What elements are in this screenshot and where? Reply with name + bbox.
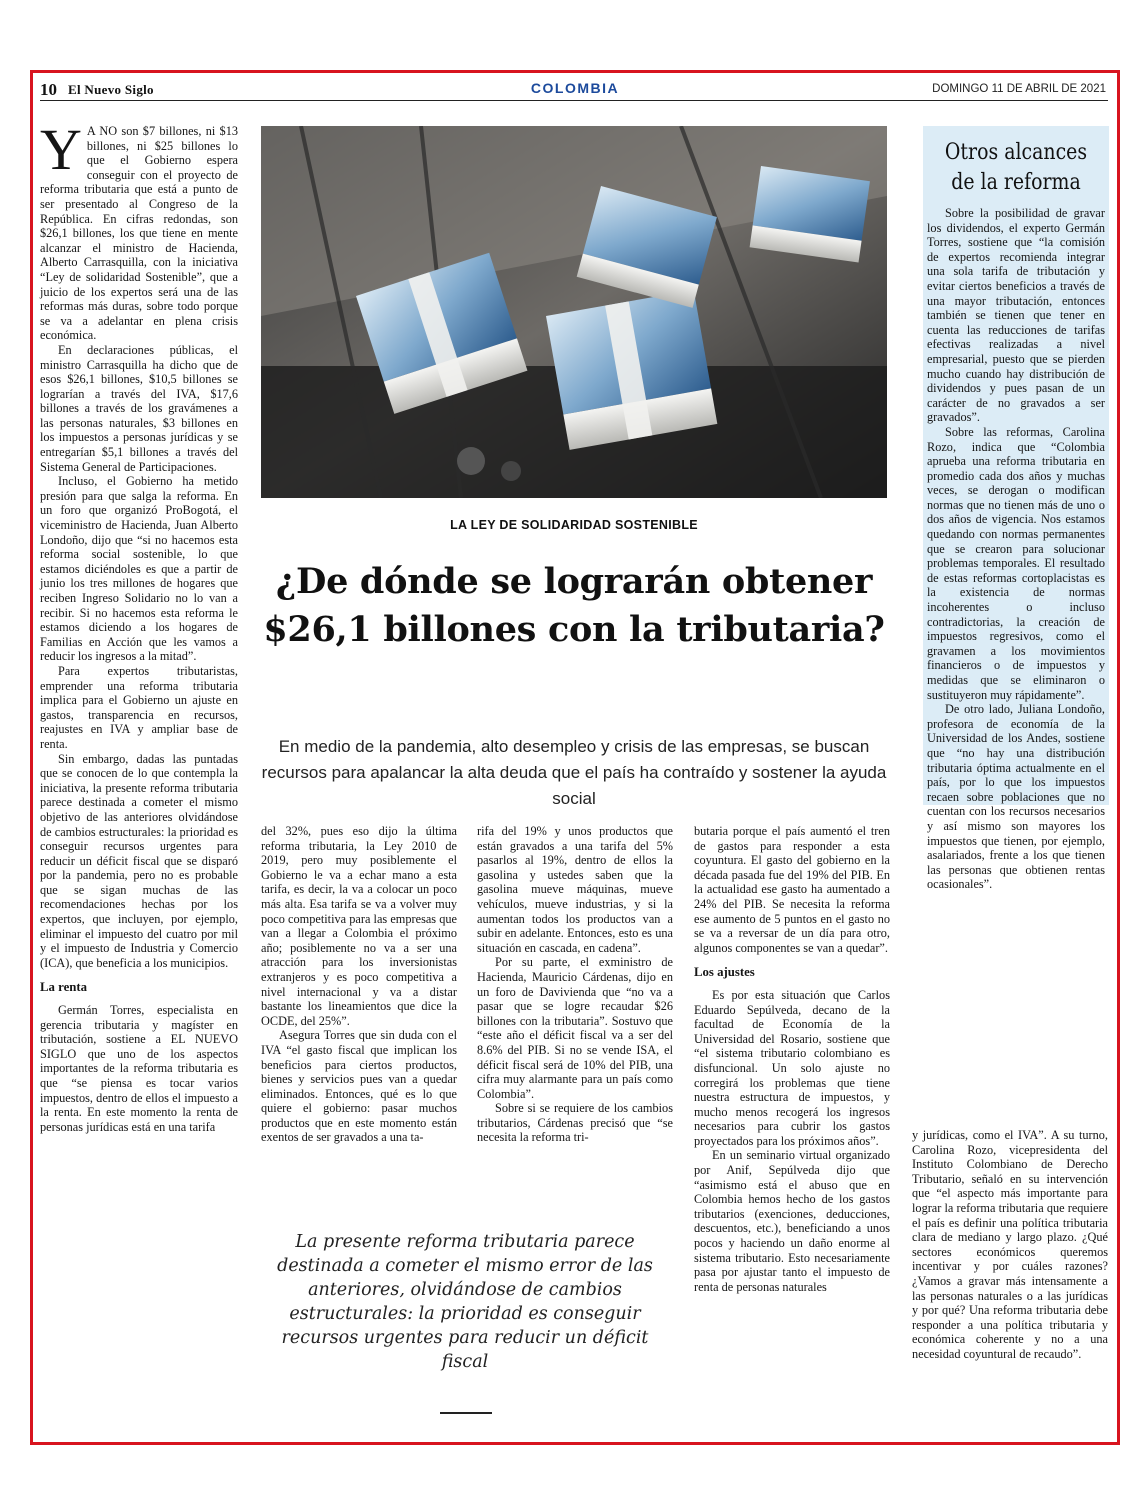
paragraph: Germán Torres, especialista en gerencia tributaria y magíster en tributación, sostiene a EL NUEVO SIGLO que uno de los aspectos importantes de la reforma tributaria es que “se piensa es tocar varios impuestos, dentro de ellos el impuesto a la renta. En este momento la renta de personas jurídicas está en una tarifa: [40, 1003, 238, 1134]
article-subheadline: En medio de la pandemia, alto desempleo y crisis de las empresas, se buscan recursos para apalancar la alta deuda que el país ha contraído y sostener la ayuda social: [261, 737, 887, 808]
article-column-5: [912, 1128, 1108, 1362]
page-number: 10: [40, 80, 57, 99]
section-title: COLOMBIA: [530, 80, 620, 96]
issue-date: DOMINGO 11 DE ABRIL DE 2021: [932, 83, 1106, 95]
sidebar-box: [923, 126, 1109, 892]
sidebar-title: Otros alcances de la reforma: [944, 140, 1088, 195]
paragraph: Incluso, el Gobierno ha metido presión para que salga la reforma. En un foro que organizó ProBogotá, el viceministro de Hacienda, Juan Alberto Londoño, dijo que “si no hacemos esta reforma social sostenible, lo que estamos diciéndoles es que a partir de junio los tres millones de hogares que reciben Ingreso Solidario no lo van a recibir. Si no hacemos esta reforma le estamos diciendo a los hogares de Familias en Acción que les vamos a reducir los ingresos a la mitad”.: [40, 474, 238, 664]
article-kicker: LA LEY DE SOLIDARIDAD SOSTENIBLE: [450, 518, 698, 532]
pull-quote-rule: [440, 1412, 492, 1414]
lead-text: A NO son $7 billones, ni $13 billones, ni $25 billones lo que el Gobierno espera conseguir con el proyecto de reforma tributaria que está a punto de ser presentado al Congreso de la República. En cifras redondas, son $26,1 billones, los que tiene en mente alcanzar el ministro de Hacienda, Alberto Carrasquilla, con la iniciativa “Ley de solidaridad Sostenible”, que a juicio de los expertos será una de las reformas más duras, sobre todo porque se va a adelantar en plena crisis económica.: [40, 124, 238, 343]
photo-illustration: [261, 126, 887, 498]
paragraph: Es por esta situación que Carlos Eduardo Sepúlveda, decano de la facultad de Economía de la Universidad del Rosario, sostiene que “el sistema tributario colombiano es disfuncional. Un solo ajuste no corregirá los problemas que tiene nuestra estructura de impuestos, y mucho menos recogerá los ingresos necesarios para cubrir los gastos proyectados para los próximos años”.: [694, 987, 890, 1148]
paragraph: rifa del 19% y unos productos que están gravados a una tarifa del 5% pasarlos al 19%, dentro de ellos la gasolina y ustedes saben que la gasolina mueve máquinas, mueve vehículos, mueve industrias, y si la aumentan todos los productos van a subir en adelante. Entonces, esto es una situación en cascada, en cadena”.: [477, 824, 673, 955]
paragraph: Por su parte, el exministro de Hacienda, Mauricio Cárdenas, dijo en un foro de Davivienda que “no va a pasar que se logre recaudar $26 billones con la tributaria”. Sostuvo que “este año el déficit fiscal va a ser del 8.6% del PIB. Si no se vende ISA, el déficit fiscal será de 10% del PIB, una cifra muy alarmante para un país como Colombia”.: [477, 955, 673, 1101]
paragraph: y jurídicas, como el IVA”. A su turno, Carolina Rozo, vicepresidenta del Instituto Colombiano de Derecho Tributario, señaló en su intervención que “el aspecto más importante para lograr la reforma tributaria que requiere el país es definir una política tributaria clara de mediano y largo plazo. ¿Qué sectores económicos queremos incentivar y por cuáles razones? ¿Vamos a gravar más intensamente a las personas naturales o a las jurídicas y por qué? Una reforma tributaria debe responder a una política tributaria y económica coherente y no a una necesidad coyuntural de recaudo”.: [912, 1128, 1108, 1361]
subheading-los-ajustes: Los ajustes: [694, 965, 755, 980]
money-bundles-photo: [261, 126, 887, 498]
masthead: El Nuevo Siglo: [68, 82, 154, 97]
article-column-1: [40, 117, 238, 1134]
article-column-3: [477, 824, 673, 1145]
sidebar-text: [927, 206, 1105, 892]
paragraph: Para expertos tributaristas, emprender una reforma tributaria implica para el Gobierno un ajuste en gastos, transparencia en recursos, reajustes en IVA y ampliar base de renta.: [40, 663, 238, 751]
paragraph: Asegura Torres que sin duda con el IVA “el gasto fiscal que implican los beneficios para ciertos productos, bienes y servicios pues van a quedar eliminados. Entonces, qué es lo que quiere el gobierno: pasar muchos productos que en este momento están exentos de ser gravados a una ta-: [261, 1028, 457, 1145]
paragraph: butaria porque el país aumentó el tren de gastos para responder a esta coyuntura. El gasto del gobierno en la década pasada fue del 19% del PIB. En la actualidad ese gasto ha aumentado a 24% del PIB. Se necesita la reforma ese aumento de 5 puntos en el gasto no se va a reversar de un día para otro, algunos componentes se van a quedar”.: [694, 824, 890, 955]
paragraph: Sobre la posibilidad de gravar los dividendos, el experto Germán Torres, sostiene que “la comisión de expertos recomienda integrar una sola tarifa de tributación y evitar ciertos beneficios a través de una mayor tributación, entonces también se tienen que tener en cuenta las reducciones de tarifas efectivas realizadas a nivel empresarial, puesto que se pierden mucho cuando hay distribución de dividendos y pues pasan de un carácter de no gravados a ser gravados”.: [927, 206, 1105, 425]
paragraph: En declaraciones públicas, el ministro Carrasquilla ha dicho que de esos $26,1 billones, $10,5 billones se lograrían a través del IVA, $17,6 billones a través de los gravámenes a las personas naturales, $3 billones en los impuestos a personas jurídicas y se entregarían $5,1 billones a través del Sistema General de Participaciones.: [40, 342, 238, 474]
subheading-la-renta: La renta: [40, 980, 88, 995]
pull-quote: La presente reforma tributaria parece destinada a cometer el mismo error de las anteriores, olvidándose de cambios estructurales: la prioridad es conseguir recursos urgentes para reducir un déficit fiscal: [277, 1232, 653, 1372]
drop-cap: Y: [40, 117, 82, 182]
paragraph: Sobre si se requiere de los cambios tributarios, Cárdenas precisó que “se necesita la reforma tri-: [477, 1101, 673, 1145]
article-headline: ¿De dónde se lograrán obtener $26,1 billones con la tributaria?: [263, 561, 885, 650]
lead-paragraph: [40, 117, 238, 343]
paragraph: De otro lado, Juliana Londoño, profesora de economía de la Universidad de los Andes, sostiene que “no hay una distribución tributaria óptima actualmente en el país, por lo que los impuestos recaen sobre poblaciones que no cuentan con los recursos necesarios y así mismo son mayores los impuestos que tienen, por ejemplo, asalariados, frente a los que tienen las personas que obtienen rentas ocasionales”.: [927, 702, 1105, 892]
article-column-4: [694, 824, 890, 1294]
article-column-2: [261, 824, 457, 1145]
paragraph: del 32%, pues eso dijo la última reforma tributaria, la Ley 2010 de 2019, pero muy posiblemente el Gobierno le va a echar mano a esta tarifa, es decir, la va a colocar un poco más alta. Esa tarifa se va a volver muy poco competitiva para las empresas que van a llegar a Colombia el próximo año; posiblemente no va a ser una atracción para los inversionistas extranjeros y es poco competitiva a nivel internacional y va a distar bastante los lineamientos que dice la OCDE, del 25%”.: [261, 824, 457, 1028]
paragraph: Sobre las reformas, Carolina Rozo, indica que “Colombia aprueba una reforma tributaria en promedio cada dos años y muchas veces, se derogan o modifican normas que no tienen más de uno o dos años de vigencia. Nos estamos quedando con normas permanentes que se crearon para solucionar problemas temporales. El resultado de estas reformas cortoplacistas es la existencia de normas incoherentes o incluso contradictorias, la creación de impuestos regresivos, como el gravamen a los movimientos financieros o de impuestos y medidas que se eliminaron o sustituyeron muy rápidamente”.: [927, 424, 1105, 702]
paragraph: Sin embargo, dadas las puntadas que se conocen de lo que contempla la iniciativa, la presente reforma tributaria parece destinada a cometer el mismo objetivo de las anteriores olvidándose de cambios estructurales: la prioridad es conseguir recursos urgentes para reducir un déficit fiscal que se disparó por la pandemia, pero no es probable que se sigan muchas de las recomendaciones hechas por los expertos, que incluyen, por ejemplo, eliminar el impuesto del cuatro por mil y el impuesto de Industria y Comercio (ICA), que beneficia a los municipios.: [40, 751, 238, 970]
header-rule: [40, 100, 1108, 101]
paragraph: En un seminario virtual organizado por Anif, Sepúlveda dijo que “asimismo está el abuso que en Colombia hemos hecho de los gastos tributarios (exenciones, deducciones, descuentos, etc.), beneficiando a unos pocos y haciendo un daño enorme al sistema tributario. Esto necesariamente pasa por ajustar tanto el impuesto de renta de personas naturales: [694, 1148, 890, 1294]
